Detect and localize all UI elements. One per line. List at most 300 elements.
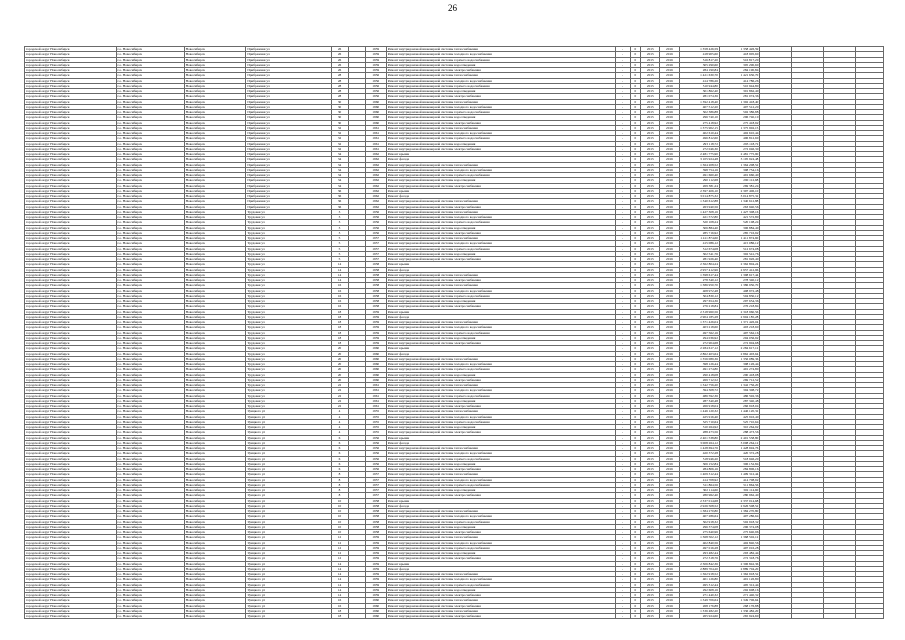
cell-zero-count: 0 [630,572,641,577]
cell-zero-count: 0 [630,456,641,461]
cell-start-year: 2015 [641,356,660,361]
cell-end-year: 2016 [660,236,679,241]
cell-settlement: г.о. Новосибирск [116,83,184,88]
cell-end-year: 2016 [660,299,679,304]
cell-work-type: Ремонт внутридомовой инженерной системы теплоснабжения [386,598,615,603]
cell-street: Урицкого ул [246,477,331,482]
cell-municipality: городской округ Новосибирск [25,519,117,524]
cell-work-type: Ремонт внутридомовой инженерной системы электроснабжения [386,530,615,535]
cell-cost-fund: 2 481 775,90 [719,152,759,157]
cell-house-number: 34 [331,162,348,167]
cell-street: Урицкого ул [246,587,331,592]
cell-year-built: 1958 [365,278,386,283]
cell-cost-fund: 310 264,92 [719,425,759,430]
cell-year-built: 1956 [365,446,386,451]
cell-end-year: 2016 [660,309,679,314]
cell-house-number: 34 [331,173,348,178]
cell-zero-count: 0 [630,383,641,388]
cell-house-number: 32 [331,136,348,141]
cell-marker: - [615,104,630,109]
cell-house-number: 20 [331,362,348,367]
cell-work-type: Ремонт внутридомовой инженерной системы холодного водоснабжения [386,362,615,367]
cell-end-year: 2016 [660,530,679,535]
cell-work-type: Ремонт внутридомовой инженерной системы электроснабжения [386,493,615,498]
cell-cost-total: 275 418,92 [679,120,719,125]
cell-work-type: Ремонт фасада [386,566,615,571]
cell-cost-total: 1 386 950,70 [679,283,719,288]
cell-end-year: 2016 [660,178,679,183]
cell-cost-fund: 497 016,28 [719,545,759,550]
cell-house-number: 16 [331,299,348,304]
cell-settlement: г.о. Новосибирск [116,566,184,571]
cell-locality: Новосибирск [184,314,246,319]
cell-start-year: 2015 [641,404,660,409]
cell-settlement: г.о. Новосибирск [116,503,184,508]
cell-year-built: 1961 [365,393,386,398]
cell-year-built: 1955 [365,409,386,414]
cell-zero-count: 0 [630,346,641,351]
cell-work-type: Ремонт внутридомовой инженерной системы электроснабжения [386,230,615,235]
cell-start-year: 2015 [641,194,660,199]
cell-end-year: 2016 [660,136,679,141]
cell-end-year: 2016 [660,377,679,382]
cell-house-number: 30 [331,110,348,115]
cell-settlement: г.о. Новосибирск [116,320,184,325]
cell-locality: Новосибирск [184,204,246,209]
cell-year-built: 1961 [365,125,386,130]
cell-cost-total: 1 371 426,04 [679,320,719,325]
cell-municipality: городской округ Новосибирск [25,78,117,83]
cell-settlement: г.о. Новосибирск [116,110,184,115]
cell-work-type: Ремонт внутридомовой инженерной системы водоотведения [386,335,615,340]
cell-cost-fund: 306 884,40 [719,225,759,230]
cell-start-year: 2015 [641,167,660,172]
cell-start-year: 2015 [641,608,660,613]
cell-zero-count: 0 [630,230,641,235]
cell-start-year: 2015 [641,330,660,335]
cell-locality: Новосибирск [184,488,246,493]
cell-municipality: городской округ Новосибирск [25,356,117,361]
cell-street: Трудовая ул [246,404,331,409]
cell-house-number: 5 [331,246,348,251]
cell-year-built: 1961 [365,388,386,393]
cell-zero-count: 0 [630,131,641,136]
cell-settlement: г.о. Новосибирск [116,561,184,566]
cell-end-year: 2016 [660,125,679,130]
cell-work-type: Ремонт внутридомовой инженерной системы теплоснабжения [386,47,615,52]
cell-municipality: городской округ Новосибирск [25,241,117,246]
cell-house-number: 5 [331,241,348,246]
cell-year-built: 1956 [365,467,386,472]
cell-start-year: 2015 [641,293,660,298]
cell-cost-fund: 294 036,92 [719,335,759,340]
cell-municipality: городской округ Новосибирск [25,309,117,314]
cell-work-type: Ремонт внутридомовой инженерной системы электроснабжения [386,204,615,209]
cell-street: Урицкого ул [246,409,331,414]
cell-municipality: городской округ Новосибирск [25,225,117,230]
cell-marker: - [615,409,630,414]
cell-zero-count: 0 [630,472,641,477]
cell-start-year: 2015 [641,372,660,377]
cell-house-number: 12 [331,556,348,561]
cell-year-built: 1959 [365,582,386,587]
cell-municipality: городской округ Новосибирск [25,52,117,57]
cell-marker: - [615,57,630,62]
cell-marker: - [615,157,630,162]
cell-locality: Новосибирск [184,120,246,125]
cell-locality: Новосибирск [184,309,246,314]
cell-work-type: Ремонт внутридомовой инженерной системы водоотведения [386,299,615,304]
cell-end-year: 2016 [660,131,679,136]
cell-street: Урицкого ул [246,577,331,582]
cell-work-type: Ремонт внутридомовой инженерной системы электроснабжения [386,278,615,283]
cell-municipality: городской округ Новосибирск [25,498,117,503]
cell-year-built: 1957 [365,488,386,493]
cell-locality: Новосибирск [184,362,246,367]
cell-end-year: 2016 [660,598,679,603]
cell-cost-total: 271 440,32 [679,593,719,598]
cell-marker: - [615,362,630,367]
cell-year-built: 1960 [365,351,386,356]
cell-year-built: 1956 [365,456,386,461]
cell-municipality: городской округ Новосибирск [25,136,117,141]
cell-settlement: г.о. Новосибирск [116,125,184,130]
cell-street: Урицкого ул [246,425,331,430]
cell-year-built: 1958 [365,272,386,277]
cell-year-built: 1956 [365,451,386,456]
cell-cost-fund: 2 397 406,10 [719,188,759,193]
cell-work-type: Ремонт внутридомовой инженерной системы водоотведения [386,225,615,230]
cell-zero-count: 0 [630,425,641,430]
cell-cost-total: 1 427 308,16 [679,209,719,214]
cell-cost-extra-1 [760,614,792,619]
cell-house-number: 14 [331,566,348,571]
cell-municipality: городской округ Новосибирск [25,293,117,298]
cell-start-year: 2015 [641,519,660,524]
cell-year-built: 1959 [365,545,386,550]
cell-settlement: г.о. Новосибирск [116,199,184,204]
cell-cost-total: 1 356 089,36 [679,356,719,361]
cell-cost-total: 288 473,56 [679,430,719,435]
cell-house-number: 30 [331,115,348,120]
cell-house-number: 10 [331,519,348,524]
cell-house-number: 18 [331,614,348,619]
cell-locality: Новосибирск [184,104,246,109]
cell-work-type: Ремонт фасада [386,503,615,508]
cell-end-year: 2016 [660,524,679,529]
cell-marker: - [615,309,630,314]
cell-start-year: 2015 [641,346,660,351]
cell-house-number: 14 [331,278,348,283]
cell-year-built: 1962 [365,178,386,183]
cell-work-type: Ремонт внутридомовой инженерной системы горячего водоснабжения [386,220,615,225]
cell-marker: - [615,419,630,424]
cell-year-built: 1959 [365,561,386,566]
cell-street: Прибрежная ул [246,141,331,146]
cell-house-number: 12 [331,535,348,540]
cell-year-built: 1958 [365,283,386,288]
cell-street: Трудовая ул [246,251,331,256]
cell-start-year: 2015 [641,99,660,104]
cell-house-number: 36 [331,204,348,209]
cell-zero-count: 0 [630,493,641,498]
cell-zero-count: 0 [630,362,641,367]
cell-street: Урицкого ул [246,461,331,466]
cell-street: Прибрежная ул [246,99,331,104]
table-row [25,614,884,619]
cell-year-built: 1956 [365,461,386,466]
cell-settlement: г.о. Новосибирск [116,157,184,162]
cell-settlement: г.о. Новосибирск [116,262,184,267]
cell-settlement: г.о. Новосибирск [116,288,184,293]
cell-settlement: г.о. Новосибирск [116,194,184,199]
cell-zero-count: 0 [630,367,641,372]
cell-zero-count: 0 [630,435,641,440]
cell-start-year: 2015 [641,78,660,83]
cell-settlement: г.о. Новосибирск [116,614,184,619]
cell-work-type: Ремонт внутридомовой инженерной системы холодного водоснабжения [386,215,615,220]
cell-locality: Новосибирск [184,372,246,377]
cell-cost-total: 1 336 482,20 [679,608,719,613]
cell-house-number: 14 [331,587,348,592]
cell-street: Прибрежная ул [246,157,331,162]
cell-street: Урицкого ул [246,482,331,487]
cell-municipality: городской округ Новосибирск [25,451,117,456]
cell-street: Урицкого ул [246,430,331,435]
cell-settlement: г.о. Новосибирск [116,341,184,346]
cell-end-year: 2016 [660,262,679,267]
cell-work-type: Ремонт внутридомовой инженерной системы водоотведения [386,488,615,493]
cell-locality: Новосибирск [184,535,246,540]
cell-marker: - [615,398,630,403]
cell-locality: Новосибирск [184,519,246,524]
cell-marker: - [615,94,630,99]
cell-street: Урицкого ул [246,419,331,424]
cell-cost-total: 2 957 412,96 [679,267,719,272]
cell-start-year: 2015 [641,47,660,52]
cell-locality: Новосибирск [184,346,246,351]
cell-municipality: городской округ Новосибирск [25,503,117,508]
cell-zero-count: 0 [630,440,641,445]
cell-year-built: 1960 [365,367,386,372]
cell-start-year: 2015 [641,551,660,556]
cell-end-year: 2016 [660,393,679,398]
cell-end-year: 2016 [660,89,679,94]
cell-zero-count: 0 [630,325,641,330]
cell-municipality: городской округ Новосибирск [25,598,117,603]
cell-end-year: 2016 [660,456,679,461]
cell-marker: - [615,199,630,204]
cell-settlement: г.о. Новосибирск [116,141,184,146]
cell-marker: - [615,194,630,199]
cell-street: Трудовая ул [246,299,331,304]
cell-marker: - [615,246,630,251]
cell-street: Урицкого ул [246,519,331,524]
cell-year-built: 1960 [365,104,386,109]
cell-start-year: 2015 [641,115,660,120]
cell-year-built: 1959 [365,325,386,330]
cell-settlement: г.о. Новосибирск [116,446,184,451]
cell-municipality: городской округ Новосибирск [25,73,117,78]
cell-start-year: 2015 [641,393,660,398]
cell-house-number: 6 [331,440,348,445]
cell-locality: Новосибирск [184,183,246,188]
cell-marker: - [615,393,630,398]
cell-municipality: городской округ Новосибирск [25,614,117,619]
cell-marker: - [615,467,630,472]
cell-start-year: 2015 [641,367,660,372]
cell-street: Прибрежная ул [246,146,331,151]
cell-municipality: городской округ Новосибирск [25,582,117,587]
cell-cost-fund: 306 152,84 [719,461,759,466]
cell-marker: - [615,257,630,262]
cell-house-number: 16 [331,598,348,603]
cell-year-built: 1959 [365,57,386,62]
cell-house-number: 20 [331,351,348,356]
cell-house-number: 10 [331,514,348,519]
cell-house-number: 28 [331,89,348,94]
cell-marker: - [615,267,630,272]
cell-start-year: 2015 [641,430,660,435]
cell-street: Трудовая ул [246,383,331,388]
cell-marker: - [615,173,630,178]
cell-municipality: городской округ Новосибирск [25,488,117,493]
cell-work-type: Ремонт внутридомовой инженерной системы теплоснабжения [386,409,615,414]
cell-start-year: 2015 [641,472,660,477]
cell-house-number: 20 [331,356,348,361]
cell-house-number: 8 [331,482,348,487]
cell-settlement: г.о. Новосибирск [116,246,184,251]
cell-zero-count: 0 [630,561,641,566]
cell-municipality: городской округ Новосибирск [25,194,117,199]
cell-start-year: 2015 [641,152,660,157]
cell-end-year: 2016 [660,304,679,309]
cell-street: Трудовая ул [246,330,331,335]
cell-end-year: 2016 [660,99,679,104]
cell-start-year: 2015 [641,146,660,151]
cell-house-number: 16 [331,304,348,309]
cell-cost-total: 2 318 960,56 [679,309,719,314]
cell-locality: Новосибирск [184,146,246,151]
cell-settlement: г.о. Новосибирск [116,472,184,477]
cell-work-type: Ремонт внутридомовой инженерной системы холодного водоснабжения [386,104,615,109]
cell-work-type: Ремонт внутридомовой инженерной системы водоотведения [386,587,615,592]
cell-cost-total: 407 512,20 [679,104,719,109]
cell-zero-count: 0 [630,603,641,608]
cell-work-type: Ремонт внутридомовой инженерной системы теплоснабжения [386,472,615,477]
cell-house-number: 26 [331,47,348,52]
cell-cost-total: 275 640,96 [679,530,719,535]
cell-end-year: 2016 [660,241,679,246]
cell-cost-fund: 1 446 120,32 [719,409,759,414]
cell-marker: - [615,603,630,608]
cell-locality: Новосибирск [184,477,246,482]
cell-municipality: городской округ Новосибирск [25,551,117,556]
cell-house-number: 26 [331,57,348,62]
cell-municipality: городской округ Новосибирск [25,131,117,136]
cell-year-built: 1962 [365,199,386,204]
cell-locality: Новосибирск [184,545,246,550]
cell-municipality: городской округ Новосибирск [25,220,117,225]
cell-cost-fund: 1 386 950,70 [719,283,759,288]
cell-start-year: 2015 [641,89,660,94]
cell-cost-fund: 495 312,44 [719,582,759,587]
cell-house-number: 3 [331,215,348,220]
cell-house-number: 18 [331,314,348,319]
cell-settlement: г.о. Новосибирск [116,225,184,230]
cell-zero-count: 0 [630,372,641,377]
cell-work-type: Ремонт внутридомовой инженерной системы водоотведения [386,425,615,430]
cell-zero-count: 0 [630,288,641,293]
cell-marker: - [615,62,630,67]
cell-start-year: 2015 [641,566,660,571]
cell-street: Урицкого ул [246,608,331,613]
cell-year-built: 1956 [365,435,386,440]
cell-house-number: 8 [331,493,348,498]
cell-end-year: 2016 [660,204,679,209]
cell-marker: - [615,225,630,230]
cell-marker: - [615,377,630,382]
cell-start-year: 2015 [641,141,660,146]
cell-locality: Новосибирск [184,246,246,251]
cell-cost-fund: 3 105 924,48 [719,157,759,162]
cell-street: Трудовая ул [246,257,331,262]
cell-house-number: 22 [331,398,348,403]
cell-municipality: городской округ Новосибирск [25,414,117,419]
cell-end-year: 2016 [660,383,679,388]
cell-year-built: 1956 [365,94,386,99]
cell-municipality: городской округ Новосибирск [25,398,117,403]
cell-cost-fund: 266 918,04 [719,404,759,409]
cell-locality: Новосибирск [184,467,246,472]
cell-municipality: городской округ Новосибирск [25,83,117,88]
cell-settlement: г.о. Новосибирск [116,131,184,136]
cell-cost-total: 1 411 874,60 [679,236,719,241]
cell-year-built: 1960 [365,120,386,125]
cell-cost-fund: 290 418,08 [719,372,759,377]
cell-year-built: 1961 [365,136,386,141]
cell-municipality: городской округ Новосибирск [25,572,117,577]
cell-house-number: 14 [331,572,348,577]
cell-settlement: г.о. Новосибирск [116,509,184,514]
cell-house-number: 14 [331,577,348,582]
cell-settlement: г.о. Новосибирск [116,272,184,277]
cell-street: Прибрежная ул [246,89,331,94]
cell-locality: Новосибирск [184,383,246,388]
cell-street: Урицкого ул [246,572,331,577]
cell-marker: - [615,598,630,603]
cell-work-type: Ремонт внутридомовой инженерной системы электроснабжения [386,341,615,346]
cell-zero-count: 0 [630,241,641,246]
cell-street: Урицкого ул [246,498,331,503]
cell-settlement: г.о. Новосибирск [116,514,184,519]
cell-settlement: г.о. Новосибирск [116,73,184,78]
cell-cost-fund: 271 440,32 [719,593,759,598]
cell-marker: - [615,482,630,487]
cell-marker: - [615,451,630,456]
cell-cost-total: 496 812,60 [679,136,719,141]
cell-year-built: 1958 [365,530,386,535]
cell-year-built: 1959 [365,62,386,67]
cell-cost-total: 310 264,92 [679,425,719,430]
cell-year-built: 1959 [365,314,386,319]
cell-locality: Новосибирск [184,577,246,582]
cell-work-type: Ремонт внутридомовой инженерной системы теплоснабжения [386,209,615,214]
cell-year-built: 1960 [365,346,386,351]
cell-settlement: г.о. Новосибирск [116,241,184,246]
cell-work-type: Ремонт внутридомовой инженерной системы холодного водоснабжения [386,540,615,545]
cell-street: Урицкого ул [246,503,331,508]
